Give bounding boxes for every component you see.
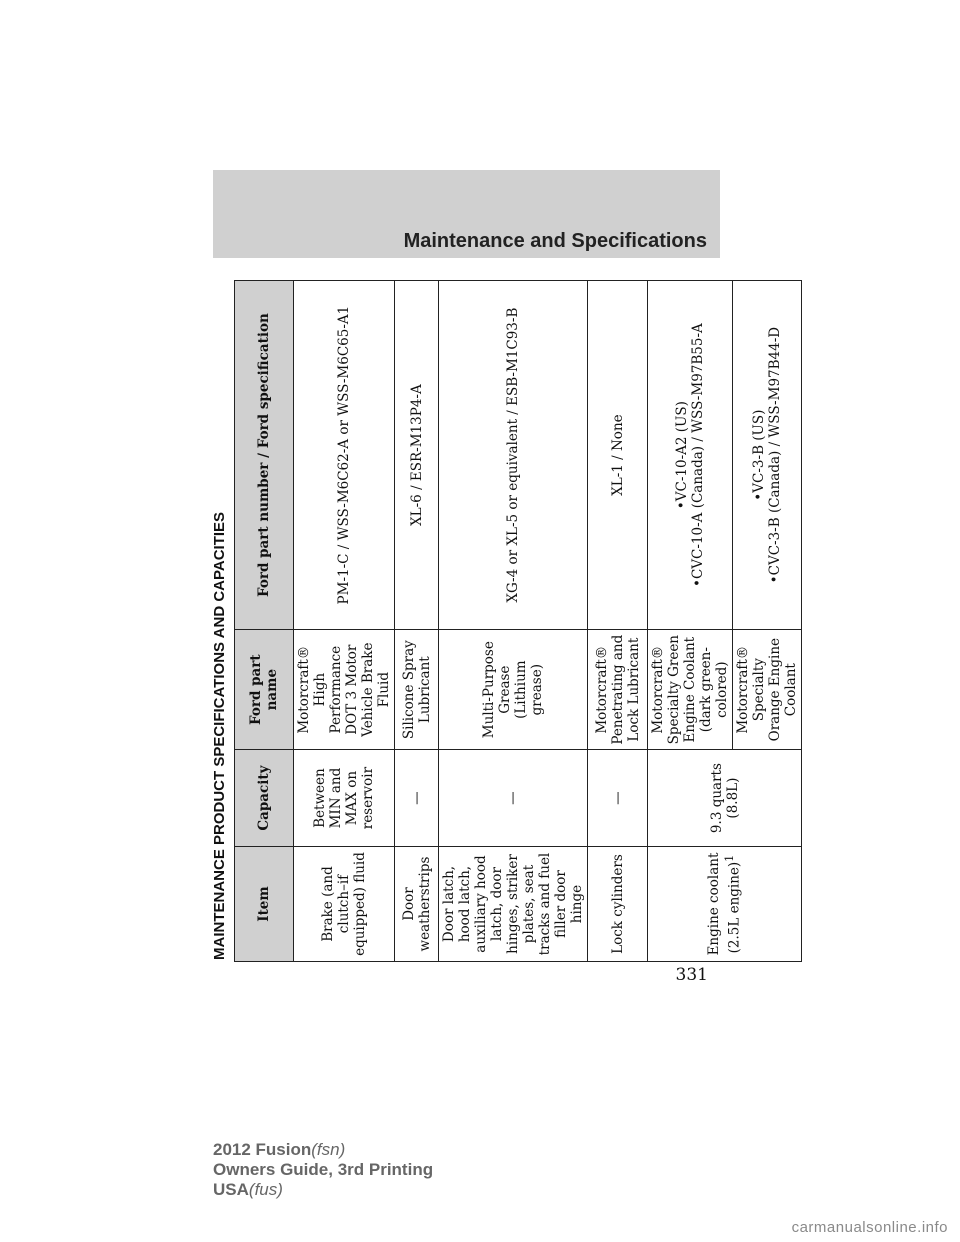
cell-capacity: Between MIN and MAX on reservoir — [294, 750, 395, 847]
watermark: carmanualsonline.info — [791, 1219, 948, 1236]
cell-capacity: — — [395, 750, 439, 847]
table-row — [294, 281, 395, 962]
table-title: MAINTENANCE PRODUCT SPECIFICATIONS AND CAPACITIES — [211, 511, 228, 960]
cell-capacity-coolant: 9.3 quarts (8.8L) — [648, 750, 802, 847]
column-header-capacity: Capacity — [235, 750, 294, 847]
cell-part-name: Motorcraft® Penetrating and Lock Lubricant — [588, 630, 648, 750]
coolant-item-label: Engine coolant (2.5L engine) — [706, 852, 743, 956]
cell-part-number-orange — [733, 281, 802, 630]
cell-item: Door latch, hood latch, auxiliary hood latch, door hinges, striker plates, seat tracks and fuel filler door hinge — [439, 847, 588, 962]
table-row-coolant-green — [648, 281, 733, 962]
cell-part-name-green: Motorcraft® Specialty Green Engine Coolant (dark green-colored) — [648, 630, 733, 750]
cell-part-name-orange: Motorcraft® Specialty Orange Engine Coolant — [733, 630, 802, 750]
cell-item: Door weatherstrips — [395, 847, 439, 962]
cell-part-number: XL-1 / None — [588, 281, 648, 630]
cell-part-number-green — [648, 281, 733, 630]
footer-model-code: (fsn) — [311, 1140, 346, 1159]
cell-part-number: XL-6 / ESR-M13P4-A — [395, 281, 439, 630]
footer-model: 2012 Fusion — [213, 1140, 312, 1159]
column-header-part-number: Ford part number / Ford specification — [235, 281, 294, 630]
cell-part-number: XG-4 or XL-5 or equivalent / ESB-M1C93-B — [439, 281, 588, 630]
list-item: •VC-3-B (US) — [751, 409, 767, 501]
footer-market: USA — [213, 1180, 249, 1199]
cell-item: Lock cylinders — [588, 847, 648, 962]
cell-part-name: Motorcraft® High Performance DOT 3 Motor Vehicle Brake Fluid — [294, 630, 395, 750]
cell-part-number: PM-1-C / WSS-M6C62-A or WSS-M6C65-A1 — [294, 281, 395, 630]
table-header-row — [235, 281, 294, 962]
column-header-part-name: Ford part name — [235, 630, 294, 750]
specifications-table — [234, 280, 802, 962]
list-item: •VC-10-A2 (US) — [674, 401, 690, 510]
table-row — [395, 281, 439, 962]
document-footer — [213, 1140, 433, 1200]
coolant-footnote-marker: 1 — [723, 854, 737, 862]
table-row — [439, 281, 588, 962]
column-header-item: Item — [235, 847, 294, 962]
rotated-table-block — [208, 280, 799, 962]
cell-item: Brake (and clutch–if equipped) fluid — [294, 847, 395, 962]
cell-part-name: Multi-Purpose Grease (Lithium grease) — [439, 630, 588, 750]
cell-capacity: — — [439, 750, 588, 847]
list-item: •CVC-10-A (Canada) / WSS-M97B55-A — [690, 323, 706, 588]
cell-item-coolant — [648, 847, 802, 962]
footer-market-code: (fus) — [248, 1180, 283, 1199]
list-item: •CVC-3-B (Canada) / WSS-M97B44-D — [767, 326, 783, 584]
footer-guide: Owners Guide, 3rd Printing — [213, 1160, 434, 1179]
cell-capacity: — — [588, 750, 648, 847]
page-number: 331 — [675, 965, 708, 985]
table-row — [588, 281, 648, 962]
cell-part-name: Silicone Spray Lubricant — [395, 630, 439, 750]
section-title: Maintenance and Specifications — [403, 230, 707, 252]
